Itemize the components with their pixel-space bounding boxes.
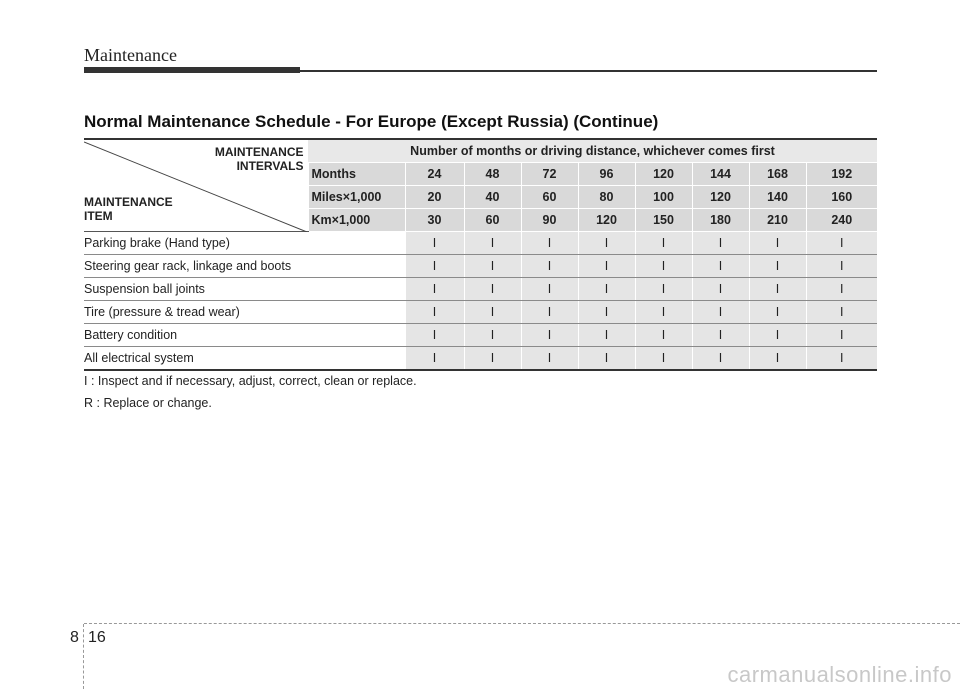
interval-cell: 144 [692, 163, 749, 186]
schedule-cell: I [692, 301, 749, 324]
table-row [84, 301, 877, 324]
schedule-cell: I [635, 255, 692, 278]
interval-cell: 90 [521, 209, 578, 232]
maintenance-item-name: All electrical system [84, 347, 405, 371]
interval-cell: 140 [749, 186, 806, 209]
schedule-cell: I [692, 255, 749, 278]
schedule-cell: I [578, 301, 635, 324]
schedule-cell: I [635, 278, 692, 301]
schedule-cell: I [521, 347, 578, 371]
legend-note-replace: R : Replace or change. [84, 396, 212, 410]
page-number: 16 [88, 629, 106, 646]
interval-cell: 80 [578, 186, 635, 209]
table-row [84, 324, 877, 347]
schedule-cell: I [749, 324, 806, 347]
interval-cell: 192 [806, 163, 877, 186]
schedule-cell: I [405, 347, 464, 371]
schedule-cell: I [635, 347, 692, 371]
schedule-cell: I [464, 324, 521, 347]
watermark: carmanualsonline.info [727, 662, 952, 687]
table-row [84, 255, 877, 278]
schedule-cell: I [405, 278, 464, 301]
interval-cell: 100 [635, 186, 692, 209]
maintenance-schedule-table [84, 138, 877, 371]
legend-note-inspect: I : Inspect and if necessary, adjust, correct, clean or replace. [84, 374, 417, 388]
interval-cell: 30 [405, 209, 464, 232]
table-row [84, 232, 877, 255]
table-corner-header [84, 139, 308, 232]
schedule-cell: I [692, 347, 749, 371]
interval-cell: 168 [749, 163, 806, 186]
interval-cell: 60 [521, 186, 578, 209]
interval-cell: 20 [405, 186, 464, 209]
interval-cell: 120 [692, 186, 749, 209]
interval-row-label: Months [308, 163, 405, 186]
schedule-cell: I [578, 324, 635, 347]
schedule-cell: I [692, 324, 749, 347]
schedule-cell: I [405, 324, 464, 347]
interval-cell: 180 [692, 209, 749, 232]
schedule-cell: I [749, 232, 806, 255]
schedule-cell: I [692, 232, 749, 255]
schedule-cell: I [464, 347, 521, 371]
schedule-cell: I [578, 232, 635, 255]
schedule-cell: I [578, 278, 635, 301]
maintenance-item-name: Battery condition [84, 324, 405, 347]
footer-rule [84, 623, 960, 624]
interval-cell: 160 [806, 186, 877, 209]
schedule-cell: I [464, 232, 521, 255]
schedule-cell: I [578, 347, 635, 371]
interval-cell: 72 [521, 163, 578, 186]
page-title: Normal Maintenance Schedule - For Europe (Except Russia) (Continue) [84, 112, 659, 131]
interval-cell: 96 [578, 163, 635, 186]
schedule-cell: I [806, 324, 877, 347]
section-header: Maintenance [84, 45, 177, 65]
schedule-cell: I [405, 255, 464, 278]
schedule-cell: I [521, 301, 578, 324]
schedule-cell: I [806, 255, 877, 278]
schedule-cell: I [692, 278, 749, 301]
interval-cell: 150 [635, 209, 692, 232]
schedule-cell: I [521, 232, 578, 255]
interval-cell: 48 [464, 163, 521, 186]
corner-intervals-label: MAINTENANCE INTERVALS [214, 145, 304, 173]
maintenance-item-name: Parking brake (Hand type) [84, 232, 405, 255]
maintenance-item-name: Suspension ball joints [84, 278, 405, 301]
maintenance-item-name: Tire (pressure & tread wear) [84, 301, 405, 324]
schedule-cell: I [749, 255, 806, 278]
interval-cell: 120 [578, 209, 635, 232]
interval-row-label: Miles×1,000 [308, 186, 405, 209]
schedule-cell: I [635, 232, 692, 255]
schedule-cell: I [806, 347, 877, 371]
interval-cell: 240 [806, 209, 877, 232]
header-rule-thick [84, 67, 300, 73]
schedule-cell: I [521, 278, 578, 301]
footer-divider [83, 624, 84, 689]
schedule-cell: I [405, 232, 464, 255]
interval-cell: 210 [749, 209, 806, 232]
corner-item-label: MAINTENANCE ITEM [84, 195, 173, 223]
header-rule-thin [300, 70, 877, 72]
schedule-cell: I [578, 255, 635, 278]
schedule-cell: I [464, 301, 521, 324]
interval-cell: 60 [464, 209, 521, 232]
schedule-cell: I [464, 255, 521, 278]
interval-cell: 24 [405, 163, 464, 186]
schedule-cell: I [749, 347, 806, 371]
interval-row-label: Km×1,000 [308, 209, 405, 232]
schedule-cell: I [635, 301, 692, 324]
schedule-cell: I [405, 301, 464, 324]
schedule-cell: I [806, 301, 877, 324]
interval-header: Number of months or driving distance, whichever comes first [308, 139, 877, 163]
schedule-cell: I [635, 324, 692, 347]
schedule-cell: I [464, 278, 521, 301]
table-row [84, 347, 877, 371]
schedule-cell: I [521, 255, 578, 278]
schedule-cell: I [806, 278, 877, 301]
schedule-cell: I [749, 278, 806, 301]
schedule-cell: I [521, 324, 578, 347]
interval-cell: 120 [635, 163, 692, 186]
schedule-cell: I [806, 232, 877, 255]
schedule-cell: I [749, 301, 806, 324]
maintenance-item-name: Steering gear rack, linkage and boots [84, 255, 405, 278]
interval-cell: 40 [464, 186, 521, 209]
chapter-number: 8 [70, 629, 79, 646]
table-row [84, 278, 877, 301]
